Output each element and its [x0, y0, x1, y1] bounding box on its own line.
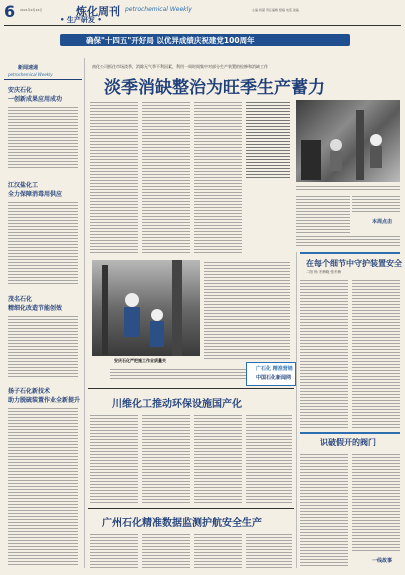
- article2-col-3: [194, 413, 242, 503]
- article5-headline: 识破假开的阀门: [320, 437, 376, 447]
- lead-photo-illustration: [296, 100, 400, 182]
- article5-col-1: [300, 452, 348, 566]
- mid-rule: [88, 388, 294, 389]
- section-title: 炼化周刊: [76, 5, 120, 18]
- news-item-subtitle-2: 全力保障消毒用供应: [8, 191, 63, 198]
- right-top-credit: 本周点击: [372, 219, 393, 225]
- ad-line2: 中国石化新闻网: [256, 375, 292, 381]
- article4-col-2: [352, 278, 400, 428]
- editors-line: 主编 杨富 责任编辑 组稿 电话 美编: [252, 8, 299, 12]
- news-column-label: 新闻速递: [18, 65, 39, 71]
- article5-top-rule: [300, 432, 400, 434]
- news-column-rule: [4, 79, 82, 80]
- lead-body-col-3: [194, 100, 242, 255]
- photo1-caption: 安庆石化严把施工作业质量关: [114, 358, 166, 363]
- news-item-title-4: 扬子石化新技术: [8, 388, 51, 395]
- article5-credit: 一线故事: [372, 558, 393, 564]
- article5-col-2: [352, 452, 400, 552]
- date-line: 2021年9月16日: [20, 8, 43, 12]
- right-article-body-2: [352, 194, 400, 212]
- article2-col-1: [90, 413, 138, 503]
- lead-body-col-1: [90, 100, 138, 255]
- photo1: [92, 260, 200, 356]
- lead-body-col-2: [142, 100, 190, 255]
- article2-headline: 川维化工推动环保设施国产化: [112, 399, 242, 410]
- page-number: 6: [4, 2, 16, 21]
- lead-subtitle: 南化公司抓住市场淡季，消除无气季不利因素，利用一周时间集中对部分生产装置的检修和消缺工作: [92, 64, 268, 69]
- article3-headline: 广州石化精准数据监测护航安全生产: [102, 518, 262, 529]
- news-item-title-1: 安庆石化: [8, 87, 33, 94]
- lead-headline: 淡季消缺整治为旺季生产蓄力: [104, 78, 325, 98]
- article2-col-4: [246, 413, 292, 503]
- right-article-body: [296, 194, 350, 234]
- article4-top-rule: [300, 252, 400, 254]
- news-item-subtitle-1: 一创新成果应用成功: [8, 96, 63, 103]
- column-divider-left: [84, 58, 85, 568]
- article4-headline: 在每个细节中守护装置安全: [306, 258, 402, 268]
- article3-col-4: [246, 532, 292, 568]
- header-rule: [4, 25, 401, 26]
- lead-photo: [296, 100, 400, 182]
- subsection-label: • 生产研发 •: [60, 16, 102, 24]
- news-item-subtitle-3: 精细化改造节能创效: [8, 305, 63, 312]
- ad-line1: 广石化 精准营销: [256, 366, 293, 372]
- column-divider-right: [296, 252, 297, 568]
- news-item-title-3: 茂名石化: [8, 296, 33, 303]
- article3-col-2: [142, 532, 190, 568]
- mid-rule-2: [88, 508, 294, 509]
- banner-text: 确保"十四五"开好局 以优异成绩庆祝建党100周年: [86, 36, 255, 45]
- photo1-side-text: [204, 260, 290, 360]
- news-item-subtitle-4: 助力脱硫装置作业全新提升: [8, 397, 81, 404]
- photo1-illustration: [92, 260, 200, 356]
- news-item-body-3: [8, 314, 78, 379]
- header-logo: petrochemical Weekly: [125, 6, 192, 13]
- news-item-body-2: [8, 200, 78, 285]
- lead-body-col-4: [246, 100, 290, 180]
- news-item-title-2: 江汉盐化工: [8, 182, 39, 189]
- lead-photo-caption: [296, 184, 400, 190]
- article4-credit: 二阳 杨 冬梅晓 张冬梅: [306, 270, 341, 274]
- right-article-body-3: [296, 234, 400, 248]
- article3-col-3: [194, 532, 242, 568]
- article4-col-1: [300, 278, 348, 428]
- news-item-body-1: [8, 105, 78, 170]
- article3-col-1: [90, 532, 138, 568]
- news-column-logo: petrochemical Weekly: [8, 72, 53, 77]
- article2-col-2: [142, 413, 190, 503]
- news-item-body-4: [8, 406, 78, 566]
